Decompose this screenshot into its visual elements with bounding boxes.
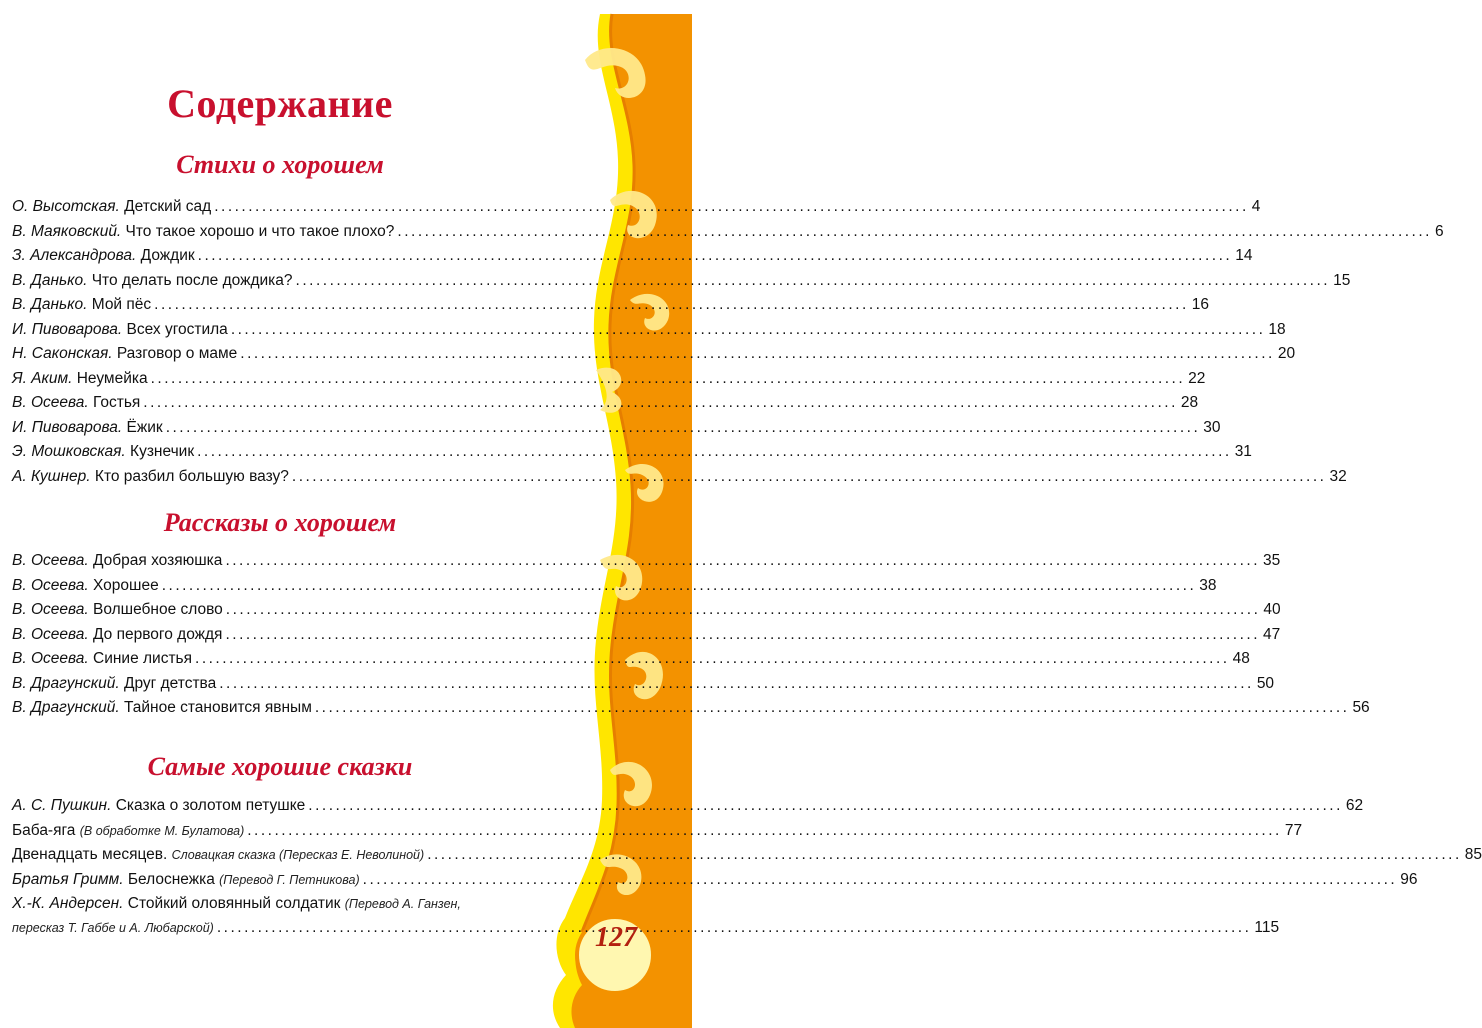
dot-leader [214, 198, 1249, 216]
dot-leader [247, 822, 1282, 840]
entry-author: И. Пивоварова. [12, 320, 123, 338]
entry-page: 31 [1234, 443, 1252, 460]
entry-author: В. Осеева. [12, 394, 89, 411]
dot-leader [143, 394, 1178, 412]
dot-leader [363, 871, 1398, 889]
toc-entry [12, 198, 1261, 223]
toc-entry [12, 320, 1286, 346]
entry-author: В. Осеева. [12, 552, 89, 569]
entry-page: 62 [1345, 797, 1364, 814]
dot-leader [162, 577, 1197, 595]
dot-leader [219, 675, 1254, 693]
toc-entry [12, 296, 1209, 321]
entry-page: 115 [1254, 919, 1280, 936]
entry-title: Баба-яга [12, 821, 80, 839]
page-number: 127 [595, 922, 637, 953]
entry-author: В. Осеева. [12, 625, 89, 643]
toc-entry [12, 443, 1252, 468]
toc-entry [12, 699, 1370, 724]
entry-author: Братья Гримм. [12, 870, 124, 888]
entry-title: Разговор о маме [112, 345, 238, 362]
toc-entry [12, 846, 1482, 871]
dot-leader [315, 699, 1350, 717]
toc-entry [12, 601, 1281, 626]
entry-title: Волшебное слово [88, 601, 223, 618]
dot-leader [154, 296, 1189, 314]
entry-note: (Перевод А. Ганзен, [344, 897, 461, 911]
entry-title: Дождик [136, 247, 195, 264]
dot-leader [166, 419, 1201, 437]
entry-title: Синие листья [88, 650, 193, 667]
entry-title: Гостья [88, 394, 141, 411]
entry-page: 6 [1434, 222, 1444, 240]
entry-page: 16 [1191, 296, 1209, 313]
dot-leader [240, 345, 1275, 363]
toc-entry [12, 222, 1444, 248]
entry-title: Добрая хозяюшка [88, 552, 223, 569]
entry-title: Мой пёс [87, 296, 152, 313]
section-heading-stories: Рассказы о хорошем [163, 508, 397, 537]
entry-author: В. Данько. [12, 271, 88, 289]
toc-entry [12, 552, 1281, 577]
entry-author: Н. Саконская. [12, 345, 113, 362]
entry-page: 28 [1180, 394, 1199, 411]
entry-title: Неумейка [72, 369, 148, 387]
toc-entry [12, 895, 539, 919]
entry-author: З. Александрова. [12, 247, 137, 264]
entry-page: 56 [1352, 699, 1370, 716]
entry-page: 85 [1464, 846, 1482, 863]
dot-leader [308, 797, 1343, 815]
toc-entry [12, 467, 1347, 493]
entry-page: 40 [1263, 601, 1281, 618]
entry-title: Что делать после дождика? [87, 271, 293, 289]
toc-entry [12, 394, 1199, 419]
entry-note: (В обработке М. Булатова) [79, 823, 245, 838]
entry-author: Я. Аким. [12, 369, 73, 387]
entry-author: В. Драгунский. [12, 699, 120, 716]
entry-note: Словацкая сказка (Пересказ Е. Неволиной) [171, 848, 425, 862]
entry-page: 32 [1329, 467, 1347, 485]
entry-title: Тайное становится явным [119, 699, 312, 716]
toc-entry [12, 576, 1217, 602]
entry-page: 96 [1400, 870, 1418, 888]
entry-title: Стойкий оловянный солдатик [123, 895, 345, 912]
dot-leader [226, 601, 1261, 619]
toc-entry [12, 625, 1281, 651]
entry-title: Кузнечик [125, 443, 195, 460]
entry-author: А. С. Пушкин. [12, 797, 112, 814]
entry-page: 18 [1268, 320, 1286, 338]
toc-entry [12, 247, 1253, 272]
toc-entry [12, 650, 1250, 675]
toc-list-stories [12, 552, 1370, 724]
entry-note: (Перевод Г. Петникова) [219, 872, 360, 887]
entry-page: 77 [1284, 821, 1303, 839]
toc-entry [12, 821, 1303, 847]
entry-author: О. Высотская. [12, 198, 120, 215]
section-heading-tales: Самые хорошие сказки [147, 752, 413, 781]
entry-page: 20 [1277, 345, 1296, 362]
toc-entry [12, 870, 1418, 896]
entry-page: 22 [1188, 369, 1206, 387]
entry-page: 47 [1263, 625, 1281, 643]
toc-list-poems [12, 198, 1444, 492]
dot-leader [397, 223, 1432, 241]
dot-leader [225, 552, 1260, 570]
entry-author: И. Пивоварова. [12, 418, 123, 436]
dot-leader [198, 247, 1233, 265]
entry-page: 50 [1256, 674, 1275, 692]
toc-entry [12, 418, 1221, 444]
entry-title: Друг детства [119, 674, 217, 692]
entry-title: Хорошее [88, 576, 159, 594]
entry-page: 4 [1251, 198, 1261, 215]
toc-entry [12, 674, 1275, 700]
section-heading-poems: Стихи о хорошем [176, 150, 384, 179]
entry-author: В. Драгунский. [12, 674, 120, 692]
dot-leader [427, 846, 1462, 864]
entry-page: 48 [1232, 650, 1250, 667]
dot-leader [231, 321, 1266, 339]
entry-author: Э. Мошковская. [12, 443, 126, 460]
entry-page: 38 [1199, 576, 1217, 594]
entry-title: Двенадцать месяцев. [12, 846, 172, 863]
toc-entry [12, 797, 1364, 822]
entry-author: В. Осеева. [12, 601, 89, 618]
entry-author: А. Кушнер. [12, 467, 91, 485]
toc-entry [12, 345, 1296, 370]
entry-author: Х.-К. Андерсен. [12, 895, 124, 912]
entry-note: пересказ Т. Габбе и А. Любарской) [12, 921, 214, 935]
dot-leader [292, 468, 1327, 486]
entry-title: Детский сад [119, 198, 212, 215]
dot-leader [296, 272, 1331, 290]
entry-page: 14 [1235, 247, 1253, 264]
entry-author: В. Осеева. [12, 576, 89, 594]
entry-title: Ёжик [122, 418, 163, 436]
page-title: Содержание [167, 81, 393, 126]
entry-title: Всех угостила [122, 320, 228, 338]
entry-title: Что такое хорошо и что такое плохо? [121, 222, 395, 240]
entry-page: 35 [1263, 552, 1281, 569]
dot-leader [197, 443, 1232, 461]
entry-author: В. Данько. [12, 296, 88, 313]
entry-author: В. Осеева. [12, 650, 89, 667]
entry-title: Белоснежка [123, 870, 220, 888]
entry-page: 15 [1333, 271, 1351, 289]
entry-title: Кто разбил большую вазу? [90, 467, 289, 485]
dot-leader [217, 919, 1252, 937]
dot-leader [195, 650, 1230, 668]
toc-entry [12, 369, 1206, 395]
entry-author: В. Маяковский. [12, 222, 122, 240]
entry-page: 30 [1203, 418, 1221, 436]
dot-leader [225, 626, 1260, 644]
entry-title: До первого дождя [88, 625, 223, 643]
entry-title: Сказка о золотом петушке [111, 797, 306, 814]
toc-entry [12, 271, 1351, 297]
dot-leader [151, 370, 1186, 388]
